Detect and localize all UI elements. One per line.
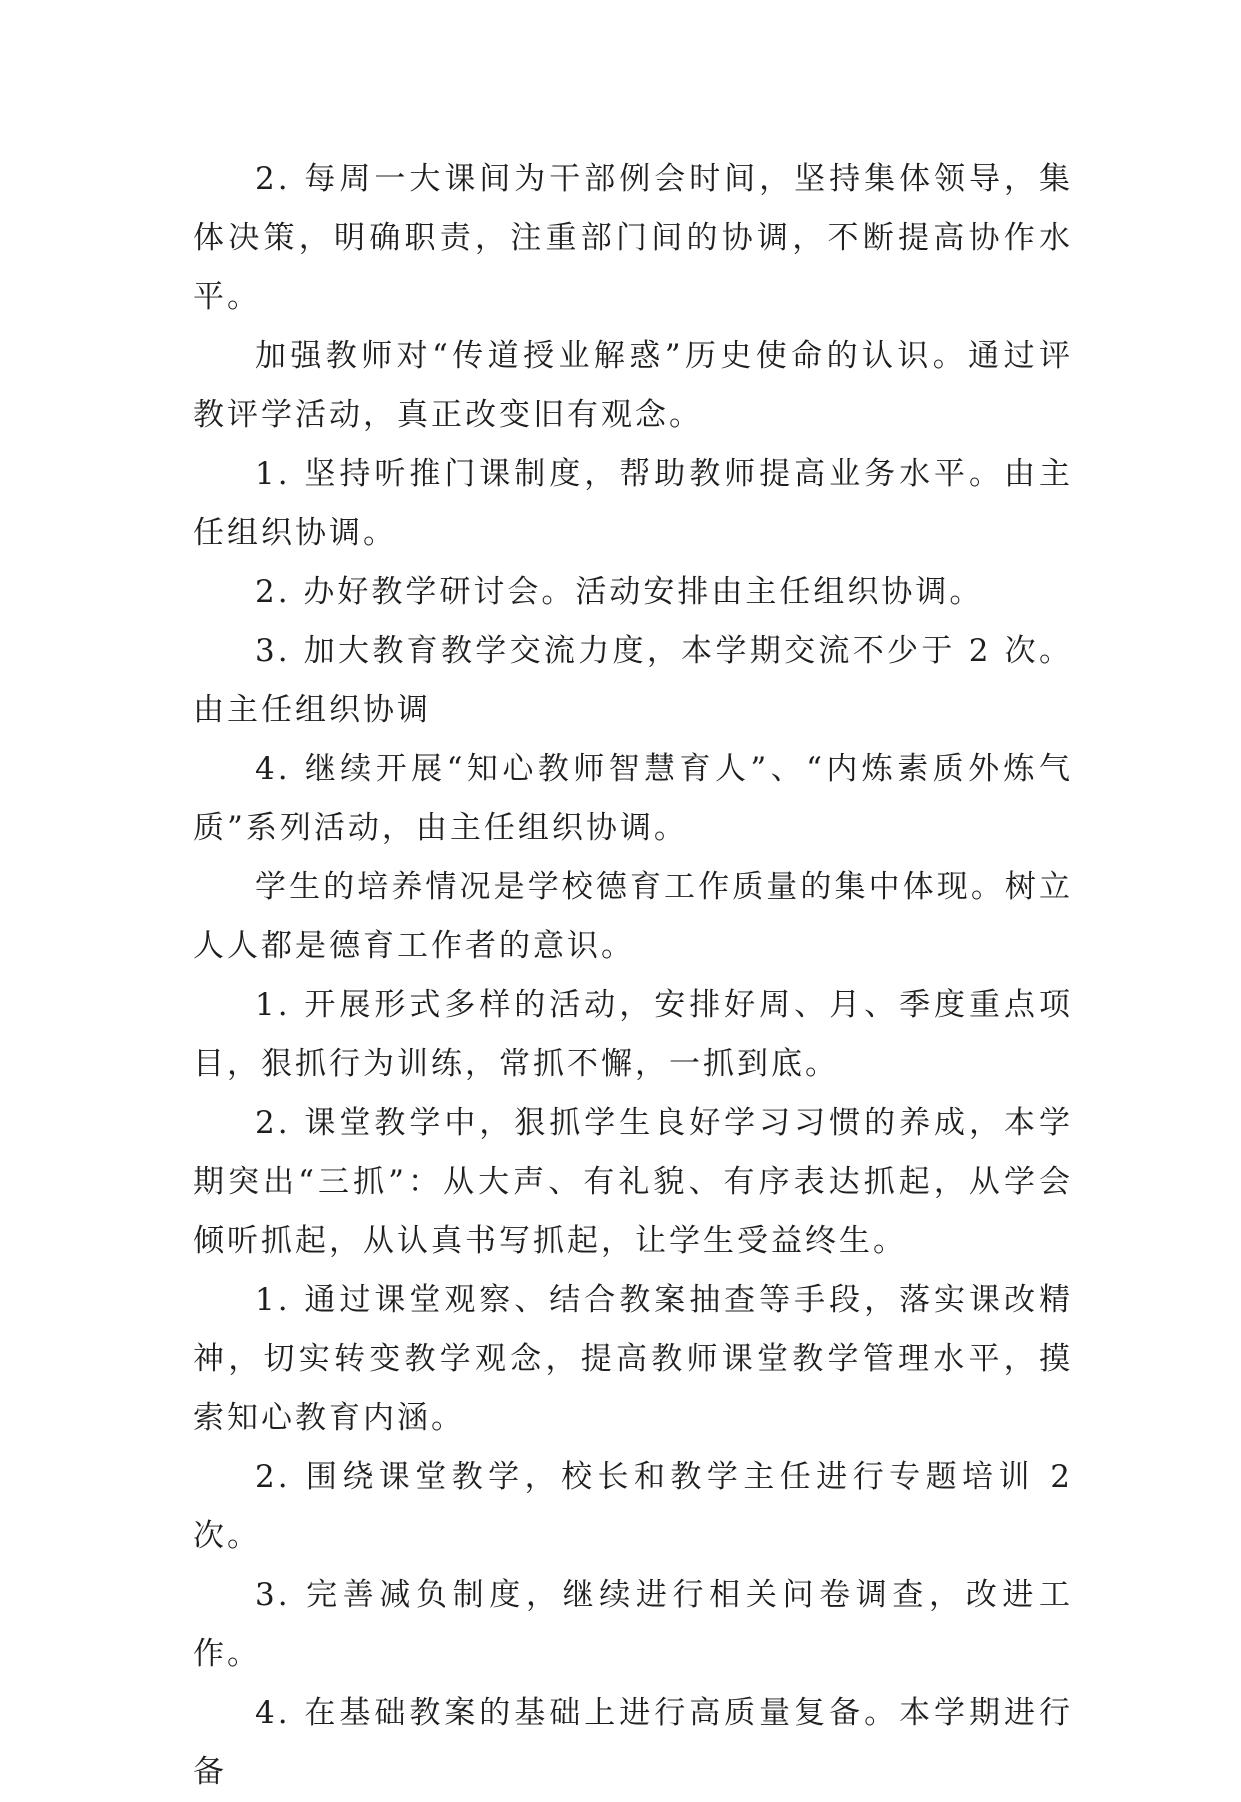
paragraph: 1. 坚持听推门课制度，帮助教师提高业务水平。由主任组织协调。 bbox=[193, 456, 1073, 551]
paragraph: 1. 通过课堂观察、结合教案抽查等手段，落实课改精神，切实转变教学观念，提高教师课堂教学管理水平，摸索知心教育内涵。 bbox=[193, 1282, 1073, 1436]
paragraph: 2. 围绕课堂教学，校长和教学主任进行专题培训 2 次。 bbox=[193, 1459, 1073, 1554]
paragraph: 2. 每周一大课间为干部例会时间，坚持集体领导，集体决策，明确职责，注重部门间的协调，不断提高协作水平。 bbox=[193, 161, 1073, 315]
paragraph: 4. 继续开展“知心教师智慧育人”、“内炼素质外炼气质”系列活动，由主任组织协调。 bbox=[193, 751, 1073, 846]
paragraph: 3. 加大教育教学交流力度，本学期交流不少于 2 次。由主任组织协调 bbox=[193, 633, 1073, 728]
paragraph: 1. 开展形式多样的活动，安排好周、月、季度重点项目，狠抓行为训练，常抓不懈，一抓到底。 bbox=[193, 987, 1073, 1082]
paragraph: 2. 课堂教学中，狠抓学生良好学习习惯的养成，本学期突出“三抓”：从大声、有礼貌、有序表达抓起，从学会倾听抓起，从认真书写抓起，让学生受益终生。 bbox=[193, 1105, 1073, 1259]
paragraph: 3. 完善减负制度，继续进行相关问卷调查，改进工作。 bbox=[193, 1577, 1073, 1672]
paragraph: 4. 在基础教案的基础上进行高质量复备。本学期进行备 bbox=[193, 1695, 1073, 1790]
document-body bbox=[193, 150, 1073, 1802]
paragraph: 2. 办好教学研讨会。活动安排由主任组织协调。 bbox=[255, 574, 984, 610]
paragraph: 学生的培养情况是学校德育工作质量的集中体现。树立人人都是德育工作者的意识。 bbox=[193, 869, 1073, 964]
paragraph: 加强教师对“传道授业解惑”历史使命的认识。通过评教评学活动，真正改变旧有观念。 bbox=[193, 338, 1073, 433]
